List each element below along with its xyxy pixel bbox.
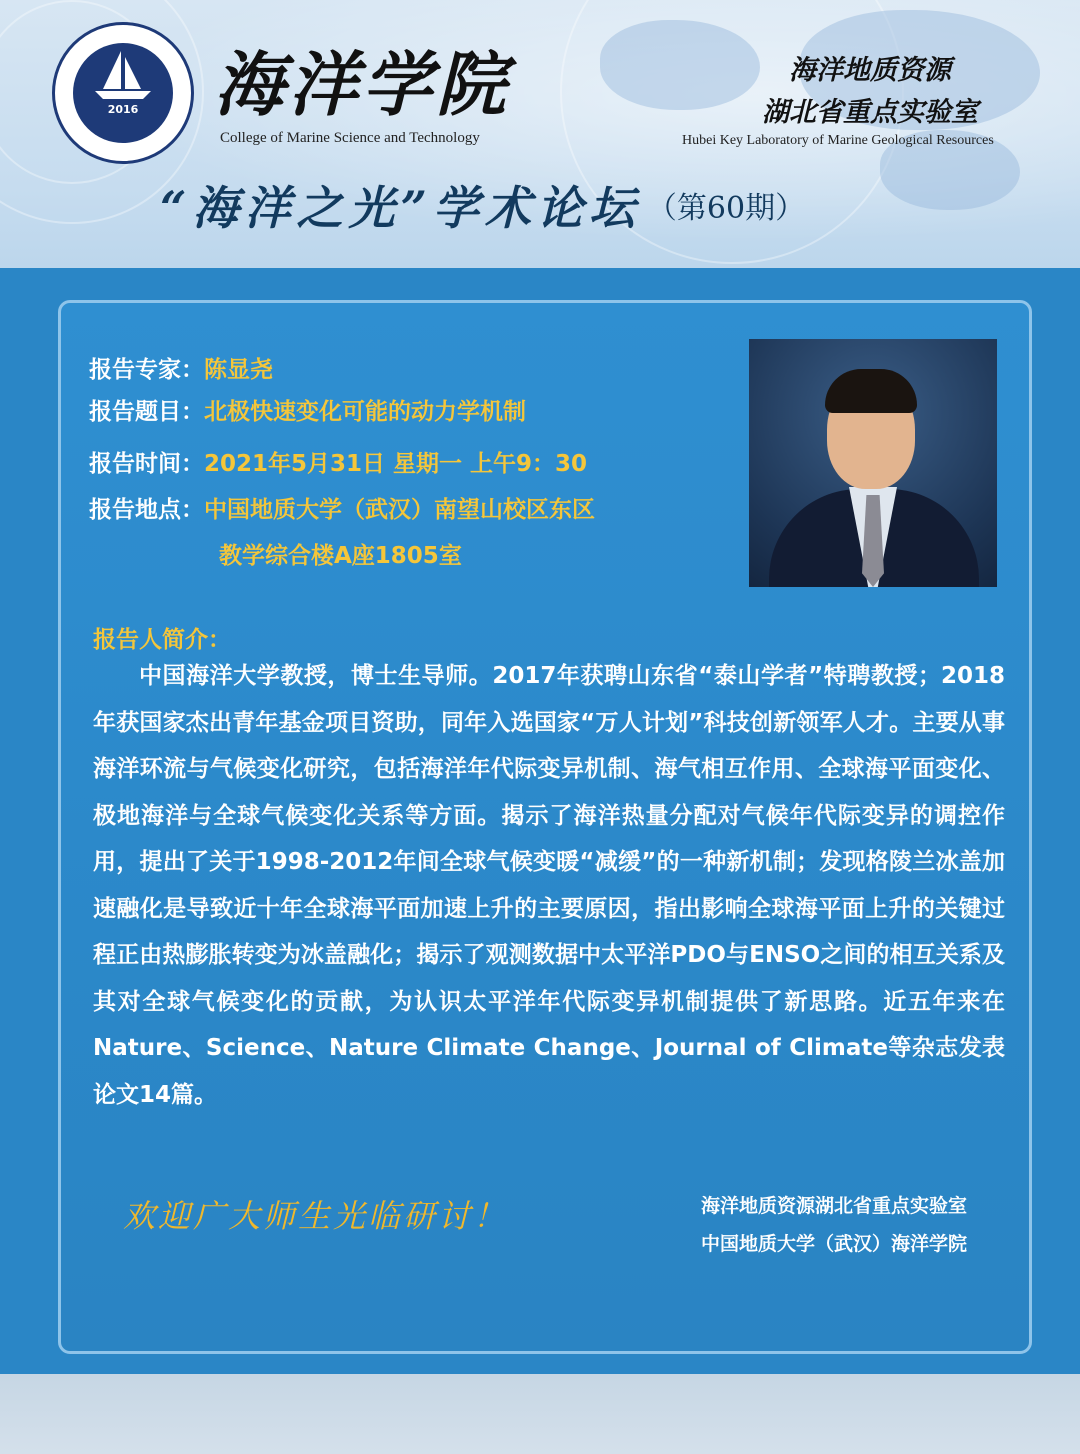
organizer-line1: 海洋地质资源湖北省重点实验室 [701,1195,968,1217]
forum-title-block [160,172,960,252]
time-value: 2021年5月31日 星期一 上午9：30 [204,451,588,477]
welcome-message: 欢迎广大师生光临研讨！ [123,1197,509,1235]
logo-emblem [73,43,173,143]
topic-value: 北极快速变化可能的动力学机制 [204,399,526,425]
photo-hair [825,369,917,413]
college-logo-icon [52,22,194,164]
place-row-cont [219,537,462,570]
speaker-photo [749,339,997,587]
bio-text: 中国海洋大学教授，博士生导师。2017年获聘山东省“泰山学者”特聘教授；2018年获国家杰出青年基金项目资助，同年入选国家“万人计划”科技创新领军人才。主要从事海洋环流与气候变化研究，包括海洋年代际变异机制、海气相互作用、全球海平面变化、极地海洋与全球气候变化关系等方面。揭示了海洋热量分配对气候年代际变异的调控作用，提出了关于1998-2012年间全球气候变暖“减缓”的一种新机制；发现格陵兰冰盖加速融化是导致近十年全球海平面加速上升的主要原因，指出影响全球海平面上升的关键过程正由热膨胀转变为冰盖融化；揭示了观测数据中太平洋PDO与ENSO之间的相互关系及其对全球气候变化的贡献，为认识太平洋年代际变异机制提供了新思路。近五年来在Nature、Science、Nature Climate Change、Journal of Climate等杂志发表论文14篇。 [93,663,1005,1108]
time-row [89,445,587,478]
lab-name-line1: 海洋地质资源 [789,55,951,86]
college-name-cn: 海洋学院 [214,43,510,126]
bio-heading: 报告人简介： [93,627,231,653]
expert-row [89,351,273,384]
forum-issue: （第60期） [646,191,806,226]
organizer-block [701,1187,967,1263]
place-row [89,491,595,524]
lab-name-cn [730,50,1010,134]
time-label: 报告时间： [89,451,204,477]
footer-strip [0,1374,1080,1454]
expert-value: 陈显尧 [204,357,273,383]
ship-icon [73,43,173,103]
forum-title: “海洋之光”学术论坛 [160,181,641,235]
expert-label: 报告专家： [89,357,204,383]
lab-name-en: Hubei Key Laboratory of Marine Geological Resources [682,133,994,148]
logo-year: 2016 [107,103,139,116]
topic-row [89,393,526,426]
topic-label: 报告题目： [89,399,204,425]
content-panel [58,300,1032,1354]
organizer-line2: 中国地质大学（武汉）海洋学院 [701,1233,968,1255]
lab-name-line2: 湖北省重点实验室 [762,97,978,128]
place-value-line2: 教学综合楼A座1805室 [219,543,462,569]
place-value-line1: 中国地质大学（武汉）南望山校区东区 [204,497,595,523]
place-label: 报告地点： [89,497,204,523]
college-name-en: College of Marine Science and Technology [220,130,480,146]
poster-header [0,0,1080,268]
